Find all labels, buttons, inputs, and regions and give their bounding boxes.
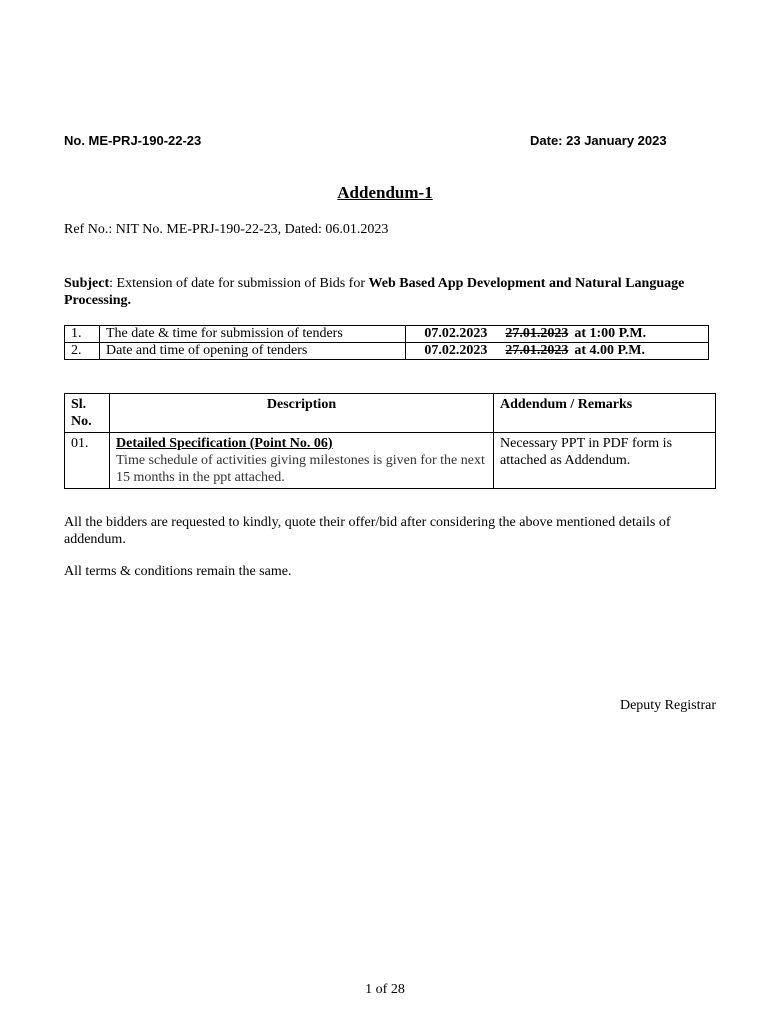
cell-description xyxy=(110,433,494,489)
row-dates xyxy=(406,326,709,343)
terms-paragraph: All terms & conditions remain the same. xyxy=(64,564,292,579)
new-date: 07.02.2023 xyxy=(424,326,488,341)
row-number: 2. xyxy=(65,343,100,360)
subject-label: Subject xyxy=(64,276,110,291)
document-number: No. ME-PRJ-190-22-23 xyxy=(64,133,202,148)
old-date: 27.01.2023 xyxy=(505,343,569,358)
table-row xyxy=(65,433,716,489)
date-extension-table xyxy=(64,325,709,360)
page-number: 1 of 28 xyxy=(365,982,405,997)
header-sl-no: Sl. No. xyxy=(65,394,110,433)
signature-block: Deputy Registrar xyxy=(619,698,716,713)
description-text: Time schedule of activities giving milestones is given for the next 15 months in the ppt attached. xyxy=(116,453,485,485)
page-title: Addendum-1 xyxy=(337,183,433,202)
cell-remarks: Necessary PPT in PDF form is attached as Addendum. xyxy=(494,433,716,489)
bidders-paragraph: All the bidders are requested to kindly, quote their offer/bid after considering the above mentioned details of addendum. xyxy=(64,515,671,547)
header-remarks: Addendum / Remarks xyxy=(494,394,716,433)
time: at 1:00 P.M. xyxy=(574,326,647,341)
subject-text: : Extension of date for submission of Bids for xyxy=(109,276,369,291)
table-header-row xyxy=(65,394,716,433)
header-description: Description xyxy=(110,394,494,433)
row-description: Date and time of opening of tenders xyxy=(100,343,406,360)
new-date: 07.02.2023 xyxy=(424,343,488,358)
table-row xyxy=(65,343,709,360)
description-heading: Detailed Specification (Point No. 06) xyxy=(116,436,333,451)
table-row xyxy=(65,326,709,343)
time: at 4.00 P.M. xyxy=(574,343,645,358)
row-dates xyxy=(406,343,709,360)
row-description: The date & time for submission of tenders xyxy=(100,326,406,343)
specification-table xyxy=(64,393,716,489)
document-date: Date: 23 January 2023 xyxy=(530,133,667,148)
subject-paragraph xyxy=(64,275,704,309)
reference-line: Ref No.: NIT No. ME-PRJ-190-22-23, Dated: 06.01.2023 xyxy=(64,222,389,237)
cell-sl-no: 01. xyxy=(65,433,110,489)
old-date: 27.01.2023 xyxy=(505,326,569,341)
subject-bold-text: Web Based App Development and Natural Language Processing. xyxy=(64,276,685,308)
row-number: 1. xyxy=(65,326,100,343)
